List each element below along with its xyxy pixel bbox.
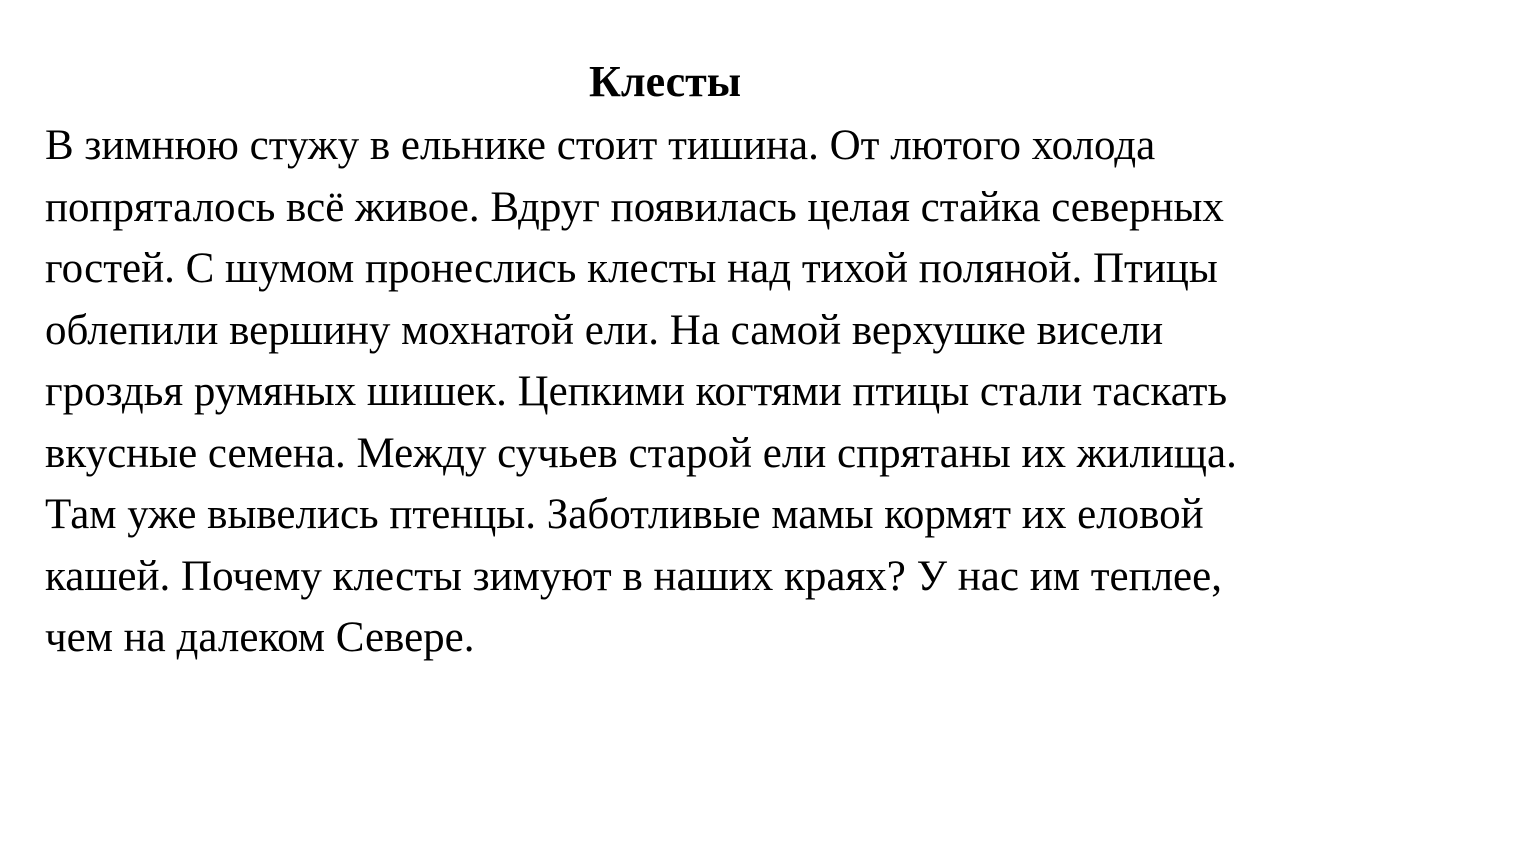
text-line: В зимнюю стужу в ельнике стоит тишина. От лютого холода xyxy=(45,122,1156,169)
document-title: Клесты xyxy=(589,57,742,106)
text-line: попряталось всё живое. Вдруг появилась целая стайка северных xyxy=(45,183,1224,231)
text-line: гроздья румяных шишек. Цепкими когтями птицы стали таскать xyxy=(45,368,1228,415)
text-line: гостей. С шумом пронеслись клесты над тихой поляной. Птицы xyxy=(45,245,1218,292)
document-body xyxy=(45,115,1505,669)
text-line: облепили вершину мохнатой ели. На самой верхушке висели xyxy=(45,306,1164,354)
text-line: чем на далеком Севере. xyxy=(45,614,475,661)
text-line: вкусные семена. Между сучьев старой ели спрятаны их жилища. xyxy=(45,429,1237,477)
text-line: Там уже вывелись птенцы. Заботливые мамы кормят их еловой xyxy=(45,491,1204,538)
text-line: кашей. Почему клесты зимуют в наших краях? У нас им теплее, xyxy=(45,552,1222,600)
